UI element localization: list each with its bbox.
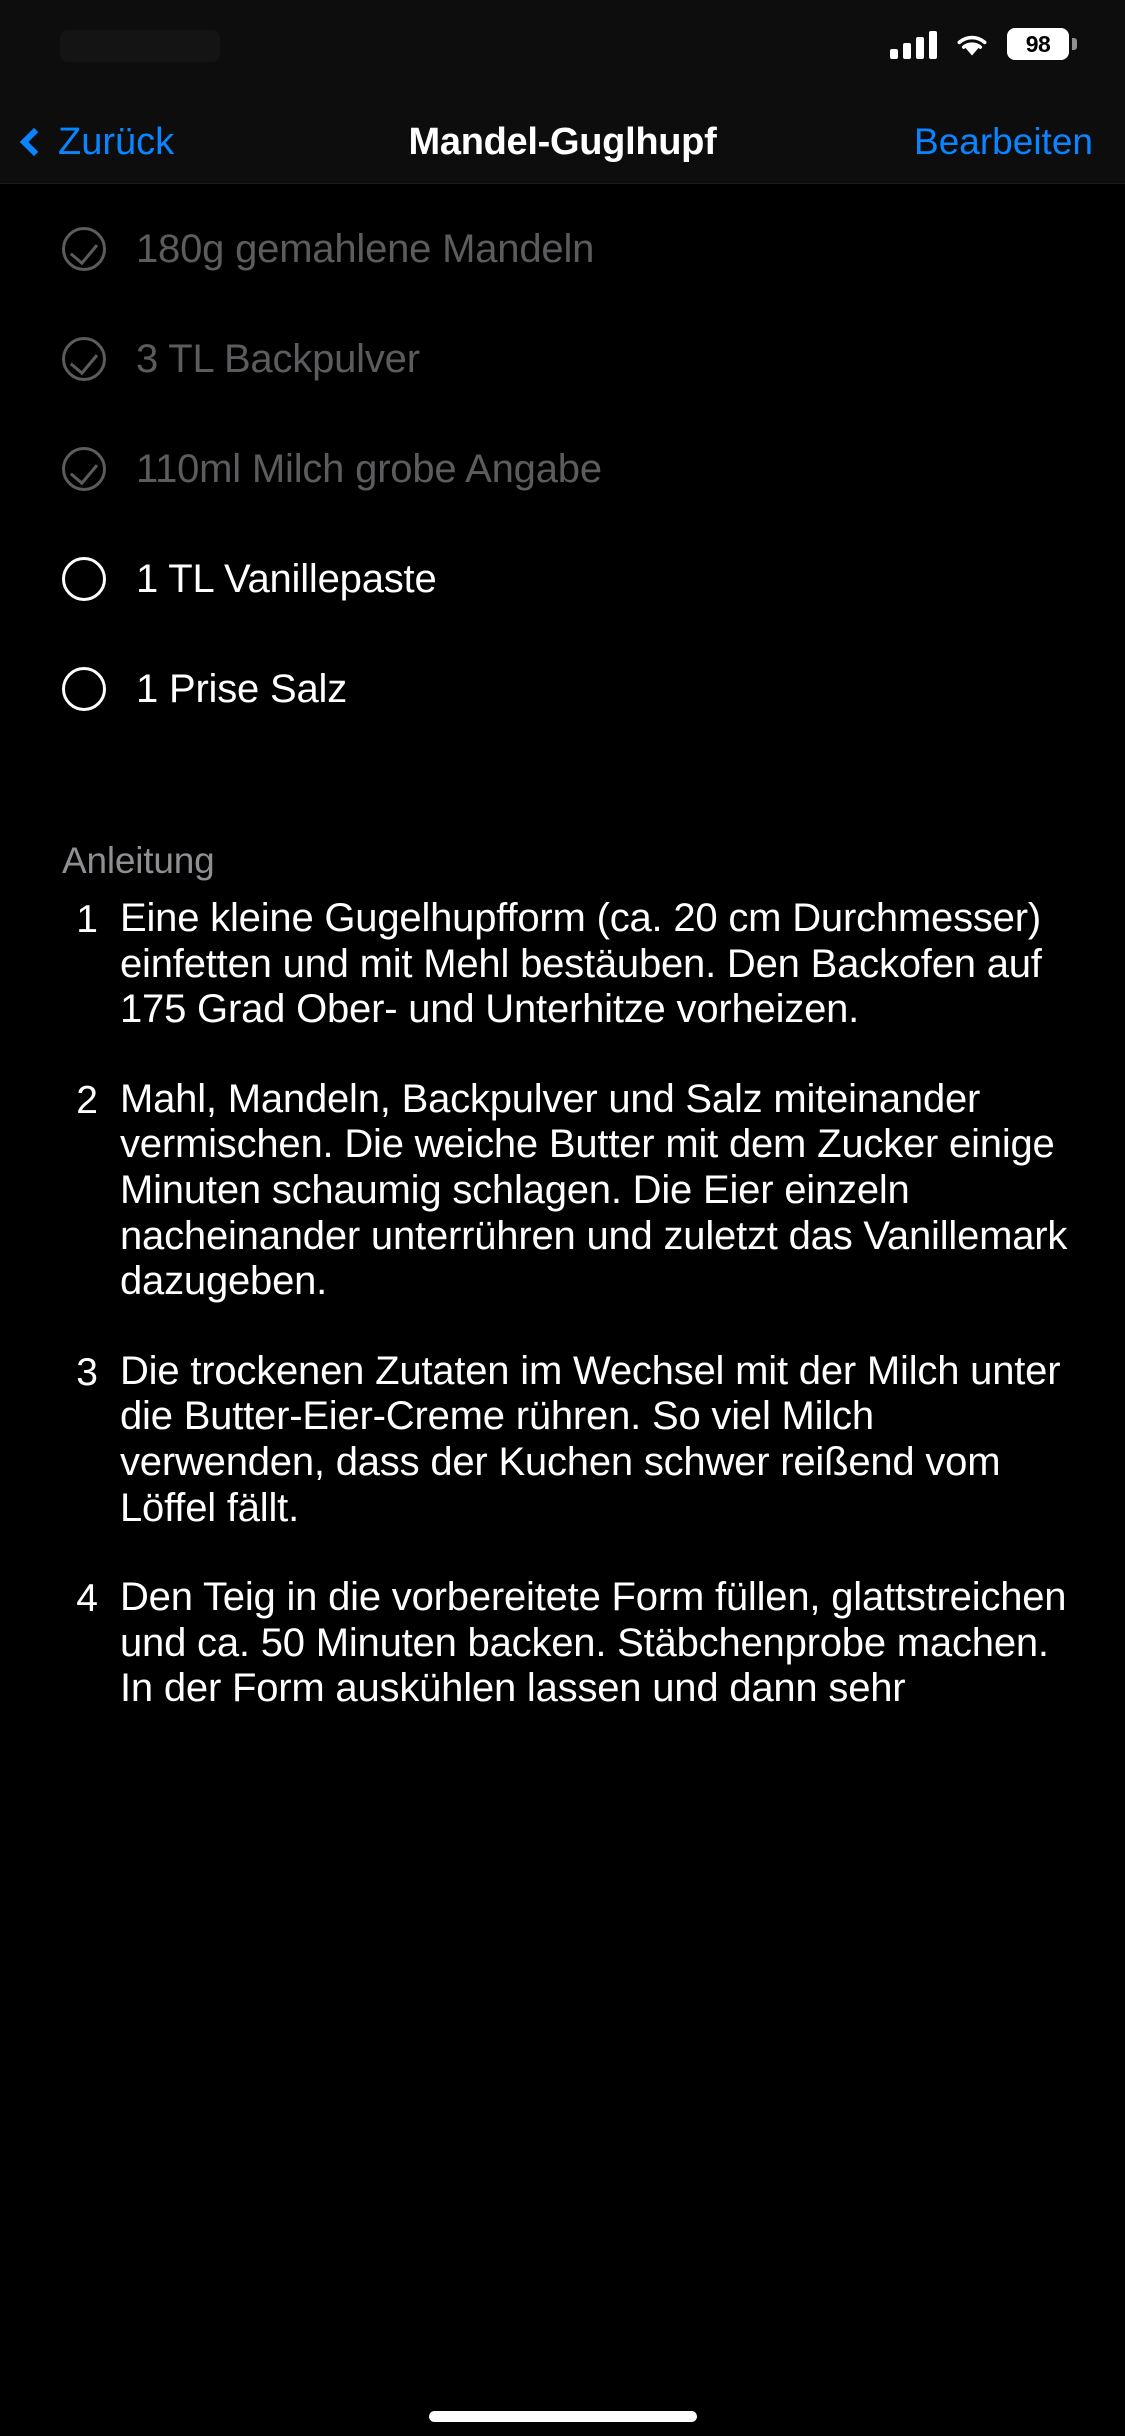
step-number: 1 (76, 898, 98, 941)
home-indicator[interactable] (429, 2411, 697, 2422)
list-item (62, 1077, 1079, 1305)
back-button[interactable] (24, 100, 174, 184)
step-number: 4 (76, 1577, 98, 1621)
checkmark-circle-icon[interactable] (62, 227, 106, 271)
list-item (62, 1349, 1079, 1531)
edit-button[interactable]: Bearbeiten (914, 121, 1093, 162)
empty-circle-icon[interactable] (62, 557, 106, 601)
ingredient-list (0, 184, 1125, 744)
step-text: Eine kleine Gugelhupfform (ca. 20 cm Durchmesser) einfetten und mit Mehl bestäuben. Den Backofen auf 175 Grad Ober- und Unterhitze vorheizen. (120, 896, 1042, 1032)
list-item[interactable] (0, 634, 1125, 744)
ingredient-label: 3 TL Backpulver (136, 336, 420, 381)
battery-indicator: 98 (1007, 28, 1069, 60)
checkmark-circle-icon[interactable] (62, 447, 106, 491)
list-item[interactable] (0, 304, 1125, 414)
wifi-icon (953, 29, 991, 59)
list-item[interactable] (0, 524, 1125, 634)
cellular-signal-icon (890, 29, 937, 59)
chevron-left-icon (20, 128, 48, 156)
list-item[interactable] (0, 414, 1125, 524)
status-indicators (890, 28, 1069, 60)
step-text: Mahl, Mandeln, Backpulver und Salz miteinander vermischen. Die weiche Butter mit dem Zucker einige Minuten schaumig schlagen. Die Eier einzeln nacheinander unterrühren und zuletzt das Vanillemark dazugeben. (120, 1076, 1068, 1304)
navigation-bar (0, 100, 1125, 184)
step-text: Die trockenen Zutaten im Wechsel mit der Milch unter die Butter-Eier-Creme rühren. So viel Milch verwenden, dass der Kuchen schwer reißend vom Löffel fällt. (120, 1348, 1061, 1530)
instructions-section-title: Anleitung (62, 840, 215, 881)
page-title: Mandel-Guglhupf (408, 120, 717, 163)
step-number: 3 (76, 1350, 98, 1394)
ingredient-label: 110ml Milch grobe Angabe (136, 446, 602, 491)
ingredient-label: 180g gemahlene Mandeln (136, 226, 595, 271)
recipe-content[interactable] (0, 184, 1125, 2436)
checkmark-circle-icon[interactable] (62, 337, 106, 381)
ingredient-label: 1 TL Vanillepaste (136, 556, 437, 601)
instruction-steps (0, 896, 1125, 1712)
list-item (62, 1575, 1079, 1712)
status-bar (0, 0, 1125, 100)
step-text: Den Teig in die vorbereitete Form füllen, glattstreichen und ca. 50 Minuten backen. Stäbchenprobe machen. In der Form auskühlen lassen und dann sehr (120, 1575, 1067, 1711)
back-button-label: Zurück (58, 120, 175, 163)
dynamic-island-pill (60, 30, 220, 62)
list-item[interactable] (0, 194, 1125, 304)
empty-circle-icon[interactable] (62, 667, 106, 711)
ingredient-label: 1 Prise Salz (136, 666, 348, 711)
list-item (62, 896, 1079, 1033)
step-number: 2 (76, 1078, 98, 1122)
